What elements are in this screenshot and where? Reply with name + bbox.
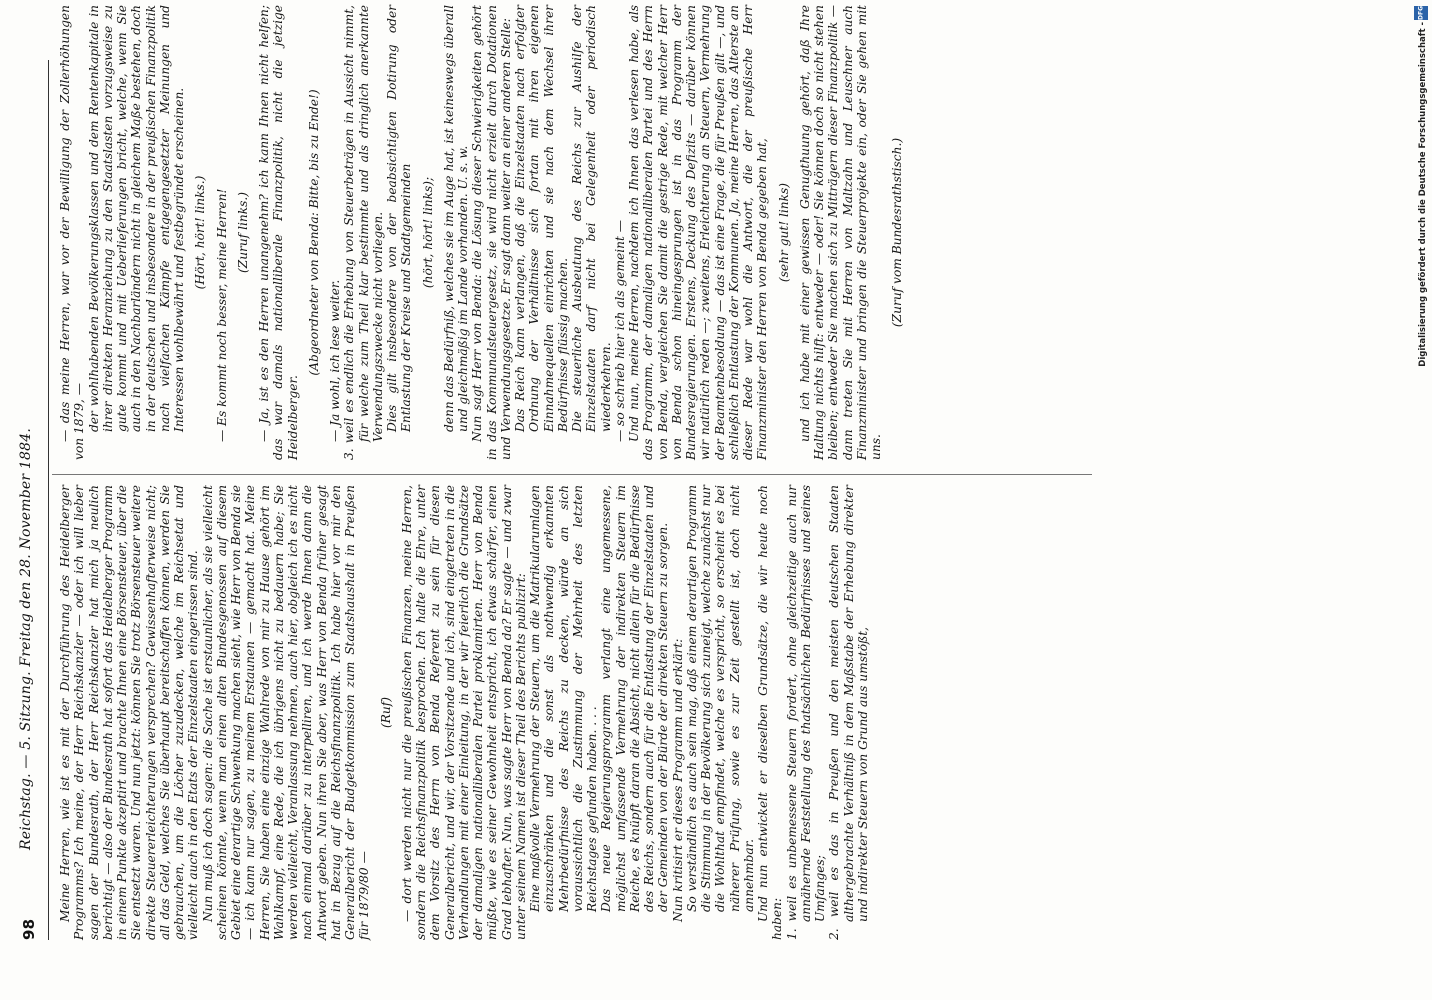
interjection: (Zuruf links.)	[235, 191, 250, 274]
list-item: 3. weil es endlich die Erhebung von Steuerbeträgen in Aussicht nimmt, für welche zum Theil klar bestimmte und als dringlich anerkannte Verwendungszwecke nicht vorliegen.	[342, 5, 385, 460]
paragraph: Nun sagt Herr von Benda: die Lösung dieser Schwierigkeiten gehört in das Kommunalsteuergesetz, sie wird nicht erzielt durch Dotationen und Verwendungsgesetze. Er sagt dann weiter an einer anderen Stelle:	[470, 5, 513, 460]
header-rule	[48, 60, 49, 940]
interjection: (hört, hört! links);	[420, 176, 435, 289]
quotation: der wohlhabenden Bevölkerungsklassen und dem Rentenkapitale in ihrer direkten Heranziehung zu den Staatslasten vorzugsweise zu gute kommt und mit Ueberlieferungen bricht, welche, wenn Sie auch in den Nachbarländern nicht in gleichem Maße bestehen, doch in der deutschen und insbesondere in der preußischen Finanzpolitik nach vielfachen Kämpfe entgegengesetzter Meinungen und Interessen wohlbewährt und festbegründet erscheinen.	[86, 5, 186, 432]
interjection: (Hört, hört! links.)	[193, 175, 208, 290]
quotation: Das Reich kann verlangen, daß die Einzelstaaten nach erfolgter Ordnung der Verhältnisse sich fortan mit ihren eigenen Einnahmequellen einrichten und sie nach dem Wechsel ihrer Bedürfnisse flüssig machen.	[513, 5, 570, 432]
page-header	[16, 60, 44, 940]
quotation: Die steuerliche Ausbeutung des Reichs zur Aushilfe der Einzelstaaten darf nicht bei Gelegenheit oder periodisch wiederkehren.	[570, 5, 613, 432]
quotation: Dies gilt insbesondere von der beabsichtigten Dotirung oder Entlastung der Kreise und Stadtgemeinden	[385, 5, 414, 432]
paragraph: — dort werden nicht nur die preußischen Finanzen, meine Herren, sondern die Reichsfinanzpolitik besprochen. Ich halte die Ehre, unter dem Vorsitz des Herrn von Benda Referent zu sein für diesen Generalbericht, und wir, der Vorsitzende und ich, sind eingetreten in die Verhandlungen mit einer Einleitung, in der wir feierlich die Grundsätze der damaligen nationalliberalen Partei proklamirten. Herr von Benda müßte, wie es seiner Gewohnheit entspricht, ich etwas schärfer, einen Grad lebhafter. Nun, was sagte Herr von Benda da? Er sagte — und zwar unter seinem Namen ist dieser Theil des Berichts publizirt:	[399, 485, 528, 940]
interjection: (Ruf)	[378, 696, 393, 729]
paragraph: Nun kritisirt er dieses Programm und erklärt:	[670, 638, 685, 922]
paragraph: — Ja, ist es den Herren unangenehm? ich kann Ihnen nicht helfen; das war damals nationalliberale Finanzpolitik, nicht die jetzige Heidelberger.	[257, 5, 300, 460]
quotation: Eine maßvolle Vermehrung der Steuern, um die Matrikularumlagen einzuschränken und die sonst als nothwendig erkannten Mehrbedürfnisse des Reichs zu decken, würde an sich voraussichtlich die Zustimmung der Mehrheit des letzten Reichstages gefunden haben. . . .	[528, 485, 599, 912]
list-item: 1. weil es unbemessene Steuern fordert, ohne gleichzeitige auch nur annähernde Feststellung des thatsächlichen Bedürfnisses und seines Umfanges;	[784, 485, 827, 940]
quotation: Das neue Regierungsprogramm verlangt eine ungemessene, möglichst umfassende Vermehrung der indirekten Steuern im Reiche, es knüpft daran die Absicht, nicht allein für die Bedürfnisse des Reichs, sondern auch für die Entlastung der Einzelstaaten und der Gemeinden von der Bürde der direkten Steuern zu sorgen.	[599, 485, 671, 912]
paragraph: — das meine Herren, war vor der Bewilligung der Zollerhöhungen von 1879, —	[58, 5, 87, 460]
digitization-credit: Digitalisierung gefördert durch die Deutsche Forschungsgemeinschaft -	[1418, 22, 1428, 367]
right-column	[58, 5, 912, 460]
paragraph: und ich habe mit einer gewissen Genugthuung gehört, daß Ihre Haltung nichts hilft: entweder — oder! Sie können doch so nicht stehen bleiben; entweder Sie machen sich zu Mitträgern dieser Finanzpolitik — dann treten Sie mit Herren von Maltzahn und Leuschner auch Finanzminister und bringen die Steuerprojekte ein, oder Sie gehen mit uns.	[797, 5, 883, 460]
list-item: 2. weil es das in Preußen und den meisten deutschen Staaten althergebrachte Verhältniß in dem Maßstabe der Erhebung direkter und indirekter Steuern von Grund aus umstößt,	[827, 485, 870, 940]
paragraph: — Es kommt noch besser, meine Herren!	[214, 188, 229, 442]
interjection: (Abgeordneter von Benda: Bitte, bis zu Ende!)	[306, 89, 321, 376]
header-title: Reichstag. — 5. Sitzung. Freitag den 28. November 1884.	[18, 427, 34, 850]
interjection: (Zuruf vom Bundesrathstisch.)	[890, 137, 905, 328]
paragraph: — Ja wohl, ich lese weiter.	[328, 279, 342, 442]
paragraph: Nun muß ich doch sagen: die Sache ist erstaunlicher, als sie vielleicht scheinen könnte, wenn man einen alten Bundesgenossen auf diesem Gebiet eine derartige Schwenkung machen sieht, wie Herr von Benda sie — ich kann nur sagen, zu meinem Erstaunen — gemacht hat. Meine Herren, Sie haben eine einzige Wahlrede von mir zu Hause gehört im Wahlkampf, eine Rede, die ich übrigens nicht zu bedauern habe; Sie werden vielleicht, Veranlassung nehmen, auch hier, obgleich ich es nicht nach einmal darüber zu interpelliren, und ich werde Ihnen dann die Antwort geben. Nun ihren Sie aber, was Herr von Benda früher gesagt hat in Bezug auf die Reichsfinanzpolitik. Ich habe hier vor mir den Generalbericht der Budgetkommission zum Staatshaushalt in Preußen für 1879/80 —	[200, 485, 372, 940]
page-number: 98	[20, 918, 38, 940]
paragraph: — so schrieb hier ich als gemeint —	[612, 220, 627, 442]
column-divider	[52, 474, 1092, 475]
interjection: (sehr gut! links)	[776, 182, 791, 283]
paragraph: Meine Herren, wie ist es mit der Durchführung des Heidelberger Programms? Ich meine, der Herr Reichskanzler — oder ich will lieber sagen der Bundesrath, der Herr Reichskanzler hat mich ja neulich berichtigt — also der Bundesrath hat sofort das Heidelberger Programm in einem Punkte akzeptirt und brachte Ihnen eine Börsensteuer, über die Sie entsetzt waren. Und nun jetzt: können Sie trotz Börsensteuer weitere direkte Steuererleichterungen versprechen? Gewissenhafterweise nicht; all das Geld, welches Sie überhaupt bereitschaffen können, werden Sie gebrauchen, um die Löcher zuzudecken, welche im Reichsetat und vielleicht auch in den Etats der Einzelstaaten eingerissen sind.	[58, 485, 201, 940]
paragraph: Und nun entwickelt er dieselben Grundsätze, die wir heute noch haben:	[756, 485, 785, 940]
quotation: So verständlich es auch sein mag, daß einem derartigen Programm die Stimmung in der Bevölkerung sich zuneigt, welche zunächst nur die Wohlthat empfindet, welche es verspricht, so erscheint es bei näherer Prüfung, sowie es zur Zeit gestellt ist, doch nicht annehmbar.	[684, 485, 756, 912]
left-column	[58, 485, 870, 940]
quotation: denn das Bedürfniß, welches sie im Auge hat, ist keineswegs überall und gleichmäßig im Lande vorhanden. U. s. w.	[441, 5, 470, 432]
paragraph: Und nun, meine Herren, nachdem ich Ihnen das verlesen habe, als das Programm, der damaligen nationalliberalen Partei und des Herrn von Benda, vergleichen Sie damit die gestrige Rede, mit welcher Herr von Benda schon hineingesprungen ist in das Programm der Bundesregierungen. Erstens, Deckung des Defizits — darüber können wir natürlich reden —; zweitens, Erleichterung an Steuern, Vermehrung der Beamtenbesoldung — das ist eine Frage, die für Preußen gilt —, und schließlich Entlastung der Kommunen. Ja, meine Herren, das Alterste an dieser Rede war wohl die Antwort, die der preußische Herr Finanzminister den Herren von Benda gegeben hat,	[627, 5, 770, 460]
dfg-logo: DFG	[1414, 6, 1428, 20]
